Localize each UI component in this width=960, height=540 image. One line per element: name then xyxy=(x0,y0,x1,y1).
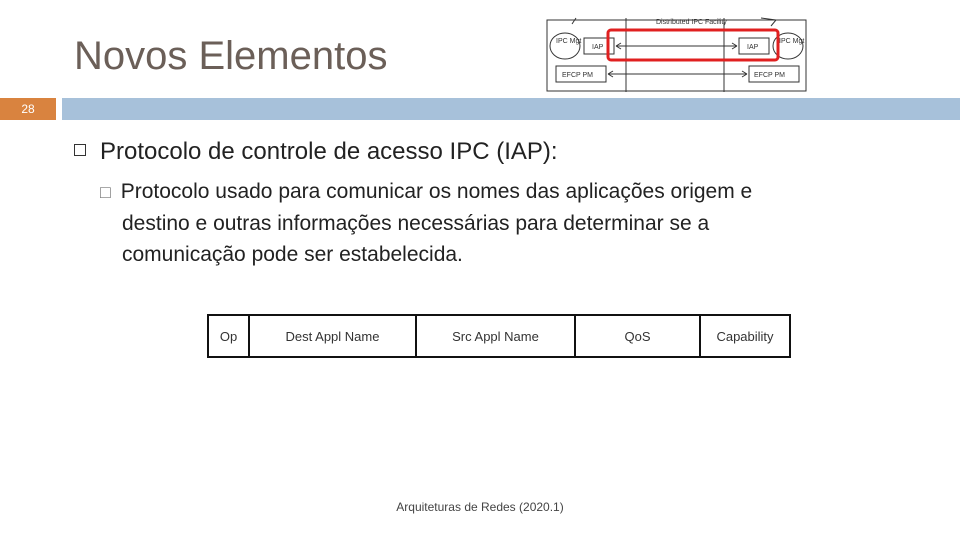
main-bullet xyxy=(74,138,558,166)
iap-message-format-table xyxy=(207,314,791,358)
facility-label: Distributed IPC Facility xyxy=(656,19,727,26)
efcp-left-label: EFCP PM xyxy=(562,72,593,79)
header-bar xyxy=(62,98,960,120)
slide-title: Novos Elementos xyxy=(74,34,388,78)
footer-text: Arquiteturas de Redes (2020.1) xyxy=(396,500,564,514)
table-cell-src-appl-name: Src Appl Name xyxy=(417,316,576,356)
main-bullet-text: Protocolo de controle de acesso IPC (IAP): xyxy=(100,138,558,165)
slide-number: 28 xyxy=(21,102,35,116)
bullet-square-icon xyxy=(74,144,86,156)
table-cell-dest-appl-name: Dest Appl Name xyxy=(250,316,417,356)
sub-bullet xyxy=(100,176,920,270)
sub-bullet-line-1: □ Protocolo usado para comunicar os nomes das aplicações origem e xyxy=(100,180,753,203)
ipc-diagram xyxy=(546,16,808,92)
sub-bullet-icon: □ xyxy=(100,182,111,202)
sub-bullet-line-3: comunicação pode ser estabelecida. xyxy=(122,243,463,266)
sub-bullet-line-2: destino e outras informações necessárias para determinar se a xyxy=(122,212,710,235)
slide-number-badge xyxy=(0,98,56,120)
table-cell-qos: QoS xyxy=(576,316,701,356)
table-cell-capability: Capability xyxy=(716,328,774,344)
ipc-mgt-left-label: IPC Mgt xyxy=(556,38,582,45)
table-cell-op: Op xyxy=(209,316,250,356)
iap-right-label: IAP xyxy=(747,44,759,51)
iap-left-label: IAP xyxy=(592,44,604,51)
ipc-mgt-right-label: IPC Mgt xyxy=(779,38,805,45)
efcp-right-label: EFCP PM xyxy=(754,72,785,79)
